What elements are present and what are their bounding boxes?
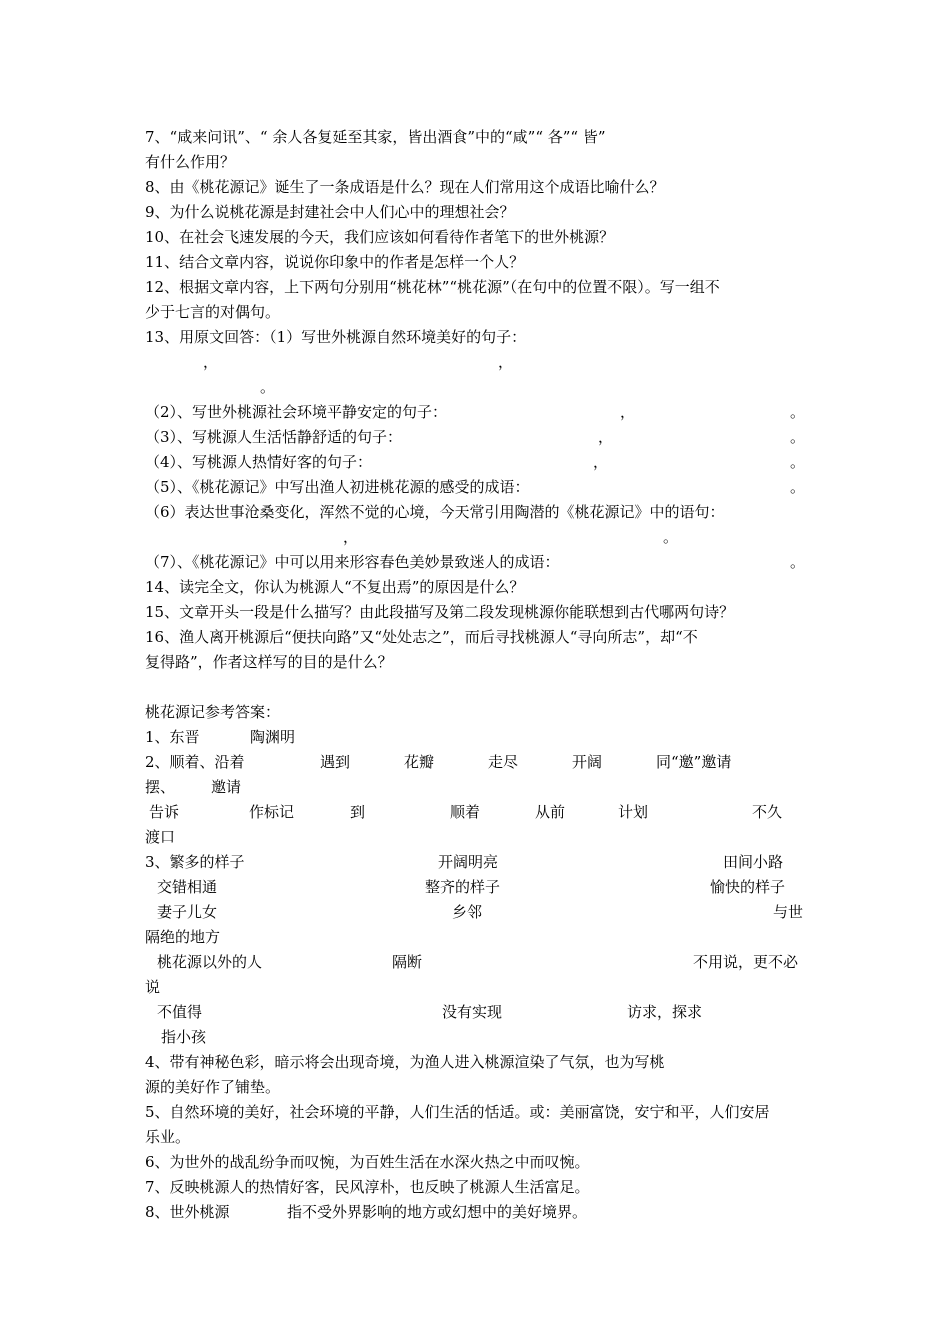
question-16-line1: 16、渔人离开桃源后“便扶向路”又“处处志之”，而后寻找桃源人“寻向所志”，却“不 (145, 628, 698, 646)
answer-cell: 桃花源以外的人 (157, 953, 263, 971)
question-13-4-text: （4）、写桃源人热情好客的句子： (145, 453, 373, 471)
answer-2-row3 (145, 802, 815, 822)
answer-3-row8 (145, 1027, 815, 1047)
answers-heading: 桃花源记参考答案： (145, 703, 281, 721)
answer-cell: 指不受外界影响的地方或幻想中的美好境界。 (287, 1203, 588, 1221)
answer-6: 6、为世外的战乱纷争而叹惋，为百姓生活在水深火热之中而叹惋。 (145, 1153, 590, 1171)
question-13-4 (145, 452, 815, 472)
answer-cell: 8、世外桃源 (145, 1203, 230, 1221)
answer-3-row4 (145, 927, 815, 947)
question-11: 11、结合文章内容，说说你印象中的作者是怎样一个人？ (145, 253, 525, 271)
answer-cell: 1、东晋 (145, 728, 200, 746)
answer-3-row1 (145, 852, 815, 872)
question-13-7 (145, 552, 815, 572)
question-13-1-blanks (145, 352, 845, 372)
answer-cell: 开阔明亮 (438, 853, 499, 871)
question-10: 10、在社会飞速发展的今天，我们应该如何看待作者笔下的世外桃源？ (145, 228, 615, 246)
answer-cell: 从前 (535, 803, 566, 821)
answer-cell: 田间小路 (723, 853, 784, 871)
answer-cell: 开阔 (572, 753, 603, 771)
answer-cell: 乡邻 (452, 903, 483, 921)
answer-cell: 遇到 (320, 753, 351, 771)
answer-cell: 交错相通 (157, 878, 218, 896)
blank-period: 。 (790, 403, 806, 421)
answer-cell: 到 (350, 803, 366, 821)
blank-comma: ， (593, 453, 609, 471)
answer-3-row5 (145, 952, 815, 972)
question-13-3-text: （3）、写桃源人生活恬静舒适的句子： (145, 428, 403, 446)
answer-cell: 陶渊明 (250, 728, 296, 746)
answer-7: 7、反映桃源人的热情好客，民风淳朴，也反映了桃源人生活富足。 (145, 1178, 590, 1196)
answer-cell: 与世 (773, 903, 804, 921)
question-12-line2: 少于七言的对偶句。 (145, 303, 281, 321)
blank-comma: ， (620, 403, 636, 421)
answer-cell: 同“邀”邀请 (656, 753, 732, 771)
question-13-5 (145, 477, 815, 497)
answer-cell: 隔断 (392, 953, 423, 971)
answer-2-row2 (145, 777, 815, 797)
answer-3-row6 (145, 977, 815, 997)
answer-8 (145, 1202, 815, 1222)
answer-cell: 不久 (752, 803, 783, 821)
answer-cell: 没有实现 (442, 1003, 503, 1021)
question-13-1-end (145, 377, 845, 397)
question-13-5-text: （5）、《桃花源记》中写出渔人初进桃花源的感受的成语： (145, 478, 530, 496)
answer-cell: 邀请 (211, 778, 242, 796)
answer-5-line1: 5、自然环境的美好，社会环境的平静，人们生活的恬适。或：美丽富饶，安宁和平，人们安居 (145, 1103, 770, 1121)
blank-comma: ， (498, 353, 514, 371)
question-13: 13、用原文回答：（1）写世外桃源自然环境美好的句子： (145, 328, 527, 346)
blank-comma: ， (343, 528, 359, 546)
blank-comma: ， (598, 428, 614, 446)
question-8: 8、由《桃花源记》诞生了一条成语是什么？现在人们常用这个成语比喻什么？ (145, 178, 665, 196)
answer-cell: 花瓣 (404, 753, 435, 771)
answer-cell: 不用说，更不必 (693, 953, 799, 971)
answer-cell: 摆、 (145, 778, 176, 796)
question-7-line1: 7、“咸来问讯”、“ 余人各复延至其家，皆出酒食”中的“咸”“ 各”“ 皆” (145, 128, 606, 146)
question-7-line2: 有什么作用？ (145, 153, 236, 171)
answer-cell: 2、顺着、沿着 (145, 753, 245, 771)
answer-cell: 顺着 (450, 803, 481, 821)
answer-cell: 整齐的样子 (425, 878, 501, 896)
blank-comma: ， (203, 353, 219, 371)
answer-3-row3 (145, 902, 815, 922)
question-13-3 (145, 427, 815, 447)
question-12-line1: 12、根据文章内容，上下两句分别用“桃花林”“桃花源”（在句中的位置不限）。写一组不 (145, 278, 720, 296)
blank-period: 。 (790, 428, 806, 446)
answer-4-line1: 4、带有神秘色彩，暗示将会出现奇境，为渔人进入桃源渲染了气氛，也为写桃 (145, 1053, 665, 1071)
question-13-6-blanks (145, 527, 815, 547)
answer-3-row2 (145, 877, 815, 897)
answer-3-row7 (145, 1002, 815, 1022)
answer-4-line2: 源的美好作了铺垫。 (145, 1078, 281, 1096)
question-9: 9、为什么说桃花源是封建社会中人们心中的理想社会？ (145, 203, 515, 221)
answer-cell: 访求，探求 (627, 1003, 703, 1021)
blank-period: 。 (790, 478, 806, 496)
answer-2-row1 (145, 752, 815, 772)
answer-cell: 渡口 (145, 828, 176, 846)
answer-cell: 隔绝的地方 (145, 928, 221, 946)
answer-cell: 告诉 (149, 803, 180, 821)
answer-cell: 说 (145, 978, 161, 996)
answer-cell: 不值得 (157, 1003, 203, 1021)
blank-period: 。 (260, 378, 276, 396)
answer-cell: 3、繁多的样子 (145, 853, 245, 871)
answer-2-row4 (145, 827, 815, 847)
answer-5-line2: 乐业。 (145, 1128, 191, 1146)
blank-period: 。 (790, 453, 806, 471)
answer-cell: 指小孩 (161, 1028, 207, 1046)
answer-cell: 计划 (618, 803, 649, 821)
answer-1 (145, 727, 815, 747)
question-15: 15、文章开头一段是什么描写？由此段描写及第二段发现桃源你能联想到古代哪两句诗？ (145, 603, 735, 621)
answer-cell: 作标记 (249, 803, 295, 821)
answer-cell: 愉快的样子 (710, 878, 786, 896)
blank-period: 。 (790, 553, 806, 571)
question-16-line2: 复得路”，作者这样写的目的是什么？ (145, 653, 393, 671)
question-13-6: （6）表达世事沧桑变化，浑然不觉的心境，今天常引用陶潜的《桃花源记》中的语句： (145, 503, 725, 521)
question-13-2-text: （2）、写世外桃源社会环境平静安定的句子： (145, 403, 448, 421)
answer-cell: 妻子儿女 (157, 903, 218, 921)
question-14: 14、读完全文，你认为桃源人“不复出焉”的原因是什么？ (145, 578, 525, 596)
answer-cell: 走尽 (488, 753, 519, 771)
blank-period: 。 (663, 528, 679, 546)
question-13-2 (145, 402, 815, 422)
question-13-7-text: （7）、《桃花源记》中可以用来形容春色美妙景致迷人的成语： (145, 553, 560, 571)
